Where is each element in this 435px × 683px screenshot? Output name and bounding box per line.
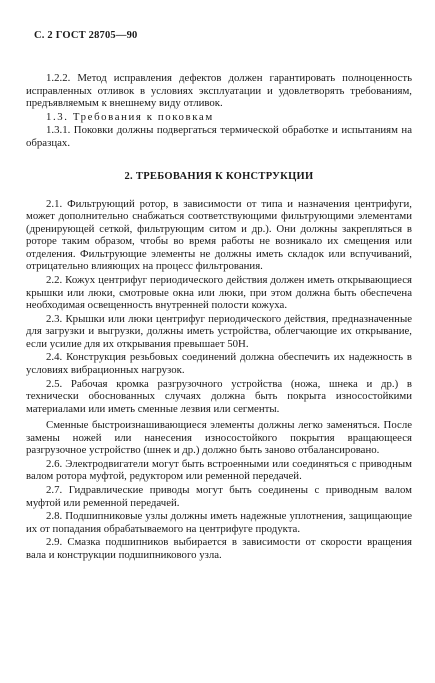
section-title: 2. ТРЕБОВАНИЯ К КОНСТРУКЦИИ <box>124 171 314 183</box>
paragraph-2-2: 2.2. Кожух центрифуг периодического действия должен иметь открывающиеся крышки или люки, смотровые окна или люки, при этом должна быть обеспечена необходимая освещенность внутренней полости кожуха. <box>26 274 412 312</box>
paragraph-2-4: 2.4. Конструкция резьбовых соединений должна обеспечить их надежность в условиях вибрационных нагрузок. <box>26 351 412 376</box>
paragraph-1-2-2: 1.2.2. Метод исправления дефектов должен гарантировать полноценность исправленных отливок в условиях эксплуатации и удовлетворять требованиям, предъявляемым к внешнему виду отливок. <box>26 72 412 109</box>
paragraph-2-7: 2.7. Гидравлические приводы могут быть соединены с приводным валом муфтой или ременной передачей. <box>26 484 412 509</box>
paragraph-2-6: 2.6. Электродвигатели могут быть встроенными или соединяться с приводным валом ротора муфтой, редуктором или ременной передачей. <box>26 457 412 483</box>
paragraph-2-5-continued: Сменные быстроизнашивающиеся элементы должны легко заменяться. После замены ножей или нанесения износостойкого покрытия вращающееся разгрузочное устройство (шнек и др.) должно быть заново отбалансировано. <box>26 419 412 457</box>
paragraph-2-5: 2.5. Рабочая кромка разгрузочного устройства (ножа, шнека и др.) в технически обоснованных случаях должна быть покрыта износостойкими материалами или иметь сменные лезвия или сегменты. <box>26 377 412 415</box>
paragraph-1-3-1: 1.3.1. Поковки должны подвергаться термической обработке и испытаниям на образцах. <box>26 124 412 149</box>
document-body <box>26 72 412 563</box>
paragraph-2-8: 2.8. Подшипниковые узлы должны иметь надежные уплотнения, защищающие их от попадания обрабатываемого на центрифуге продукта. <box>26 510 412 535</box>
page-header: С. 2 ГОСТ 28705—90 <box>34 30 138 41</box>
subsection-heading-1-3: 1.3. Требования к поковкам <box>46 110 214 123</box>
paragraph-2-9: 2.9. Смазка подшипников выбирается в зависимости от скорости вращения вала и конструкции подшипникового узла. <box>26 536 412 561</box>
paragraph-2-3: 2.3. Крышки или люки центрифуг периодического действия, предназначенные для загрузки и выгрузки, должны иметь устройства, облегчающие их открывание, если усилие для их открывания превышает 50Н. <box>26 312 412 350</box>
paragraph-2-1: 2.1. Фильтрующий ротор, в зависимости от типа и назначения центрифуги, может дополнительно снабжаться соответствующими фильтрующими элементами (дренирующей сеткой, фильтрующим ситом и др.). Они должны закрепляться в роторе таким образом, чтобы во время работы не возникало их смещения или отделения. Фильтрующие элементы не должны иметь складок или вспучиваний, отрицательно влияющих на процесс фильтрования. <box>26 197 412 273</box>
